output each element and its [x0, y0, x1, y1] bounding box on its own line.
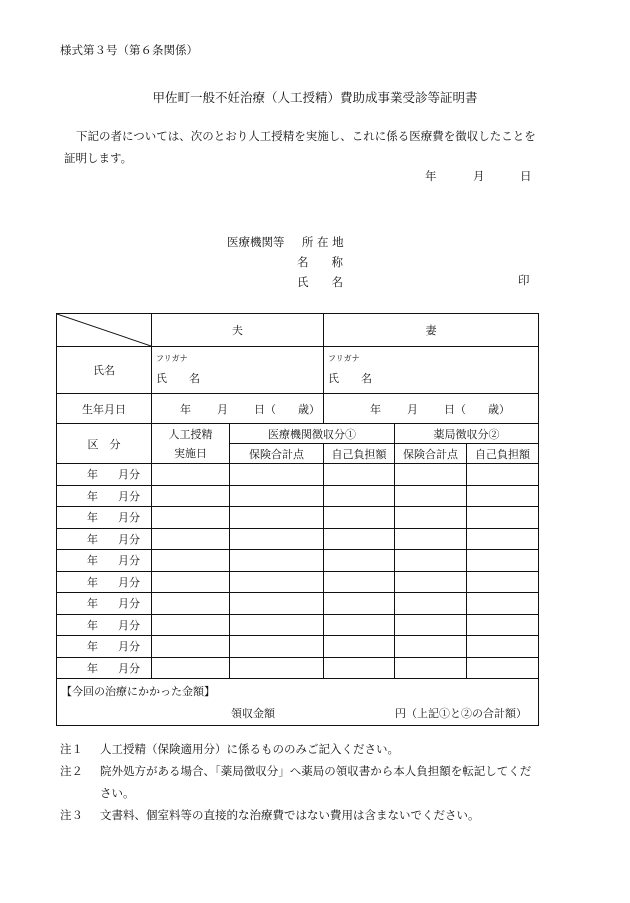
- medical-points-cell[interactable]: [230, 657, 324, 679]
- pharmacy-points-cell[interactable]: [395, 657, 467, 679]
- pharmacy-selfpay-cell[interactable]: [467, 550, 539, 572]
- ai-date-cell[interactable]: [152, 593, 230, 615]
- page-title: 甲佐町一般不妊治療（人工授精）費助成事業受診等証明書: [152, 90, 478, 105]
- institution-person-label: 氏 名: [297, 275, 343, 289]
- ai-date-cell[interactable]: [152, 636, 230, 658]
- pharmacy-selfpay-cell[interactable]: [467, 464, 539, 486]
- pharmacy-selfpay-cell[interactable]: [467, 507, 539, 529]
- husband-name-cell[interactable]: [152, 347, 324, 394]
- pharmacy-selfpay-cell[interactable]: [467, 636, 539, 658]
- pharmacy-points-cell[interactable]: [395, 507, 467, 529]
- medical-selfpay-cell[interactable]: [324, 464, 395, 486]
- wife-furigana-label: フリガナ: [328, 354, 360, 363]
- table-row: [57, 593, 539, 615]
- seal-mark: 印: [518, 273, 530, 287]
- yen-note: 円（上記①と②の合計額）: [395, 707, 527, 720]
- table-row: [57, 507, 539, 529]
- note-2: 注２ 院外処方がある場合、「薬局徴収分」へ薬局の領収書から本人負担額を転記してくだ: [60, 764, 532, 778]
- medical-selfpay-cell[interactable]: [324, 485, 395, 507]
- husband-name-label: 氏 名: [156, 372, 200, 385]
- month-label: 年 月分: [57, 485, 152, 507]
- medical-points-cell[interactable]: [230, 571, 324, 593]
- ai-date-cell[interactable]: [152, 464, 230, 486]
- medical-selfpay-header: 自己負担額: [324, 444, 395, 464]
- month-label: 年 月分: [57, 507, 152, 529]
- ai-date-cell[interactable]: [152, 528, 230, 550]
- medical-header: 医療機関徴収分①: [230, 424, 395, 444]
- date-day: 日: [520, 169, 532, 183]
- ai-date-cell[interactable]: [152, 485, 230, 507]
- month-label: 年 月分: [57, 528, 152, 550]
- wife-birth-day: 日（: [444, 402, 466, 416]
- table-row: [57, 528, 539, 550]
- pharmacy-selfpay-cell[interactable]: [467, 593, 539, 615]
- medical-points-cell[interactable]: [230, 593, 324, 615]
- name-row-label: 氏名: [57, 347, 152, 394]
- month-label: 年 月分: [57, 657, 152, 679]
- month-label: 年 月分: [57, 571, 152, 593]
- certification-table: [56, 313, 539, 726]
- month-label: 年 月分: [57, 614, 152, 636]
- table-row: [57, 571, 539, 593]
- pharmacy-points-header: 保険合計点: [395, 444, 467, 464]
- wife-header: 妻: [324, 314, 539, 347]
- birthdate-row-label: 生年月日: [57, 394, 152, 424]
- receipt-amount-label: 領収金額: [231, 707, 275, 720]
- husband-birth-month: 月: [217, 402, 228, 416]
- note-3: 注３ 文書料、個室料等の直接的な治療費ではない費用は含まないでください。: [60, 808, 480, 822]
- month-label: 年 月分: [57, 636, 152, 658]
- month-label: 年 月分: [57, 593, 152, 615]
- pharmacy-points-cell[interactable]: [395, 593, 467, 615]
- medical-selfpay-cell[interactable]: [324, 528, 395, 550]
- certification-text-content: 下記の者については、次のとおり人工授精を実施し、これに係る医療費を徴収したことを証明します。: [64, 129, 536, 165]
- medical-selfpay-cell[interactable]: [324, 614, 395, 636]
- ai-date-cell[interactable]: [152, 507, 230, 529]
- pharmacy-header: 薬局徴収分②: [395, 424, 539, 444]
- husband-birthdate-cell[interactable]: [152, 394, 324, 424]
- note-2-continued: さい。: [100, 786, 135, 800]
- wife-birthdate-cell[interactable]: [324, 394, 539, 424]
- medical-selfpay-cell[interactable]: [324, 571, 395, 593]
- ai-date-cell[interactable]: [152, 571, 230, 593]
- institution-label: 医療機関等: [227, 235, 285, 249]
- medical-points-cell[interactable]: [230, 507, 324, 529]
- notes-block: [60, 738, 531, 826]
- medical-selfpay-cell[interactable]: [324, 550, 395, 572]
- wife-name-cell[interactable]: [324, 347, 539, 394]
- ai-date-cell[interactable]: [152, 614, 230, 636]
- ai-header-line2: 実施日: [152, 444, 230, 464]
- pharmacy-selfpay-cell[interactable]: [467, 571, 539, 593]
- certification-text: [64, 125, 544, 169]
- pharmacy-points-cell[interactable]: [395, 485, 467, 507]
- medical-selfpay-cell[interactable]: [324, 593, 395, 615]
- date-year: 年: [425, 169, 437, 183]
- month-label: 年 月分: [57, 464, 152, 486]
- table-row: [57, 550, 539, 572]
- ai-header-line1: 人工授精: [152, 424, 230, 444]
- institution-name-label: 名 称: [297, 255, 343, 269]
- table-row: [57, 636, 539, 658]
- institution-block: [227, 232, 344, 292]
- category-header: 区 分: [57, 424, 152, 464]
- table-row: [57, 464, 539, 486]
- diagonal-header-cell: [57, 314, 152, 347]
- husband-header: 夫: [152, 314, 324, 347]
- pharmacy-selfpay-cell[interactable]: [467, 657, 539, 679]
- ai-date-cell[interactable]: [152, 657, 230, 679]
- medical-selfpay-cell[interactable]: [324, 657, 395, 679]
- institution-address-label: 所 在 地: [301, 235, 344, 249]
- husband-birth-day: 日（: [254, 402, 276, 416]
- pharmacy-points-cell[interactable]: [395, 528, 467, 550]
- pharmacy-selfpay-cell[interactable]: [467, 485, 539, 507]
- date-month: 月: [473, 169, 485, 183]
- wife-name-label: 氏 名: [328, 372, 372, 385]
- medical-selfpay-cell[interactable]: [324, 636, 395, 658]
- note-1: 注１ 人工授精（保険適用分）に係るもののみご記入ください。: [60, 742, 399, 756]
- pharmacy-points-cell[interactable]: [395, 571, 467, 593]
- pharmacy-selfpay-cell[interactable]: [467, 614, 539, 636]
- husband-birth-year: 年: [180, 402, 191, 416]
- table-row: [57, 657, 539, 679]
- husband-birth-age: 歳）: [298, 402, 320, 416]
- table-row: [57, 614, 539, 636]
- pharmacy-selfpay-cell[interactable]: [467, 528, 539, 550]
- medical-points-cell[interactable]: [230, 550, 324, 572]
- total-amount-cell[interactable]: [57, 679, 539, 726]
- wife-birth-year: 年: [370, 402, 381, 416]
- medical-points-cell[interactable]: [230, 528, 324, 550]
- form-number: 様式第３号（第６条関係）: [60, 43, 198, 57]
- table-row: [57, 485, 539, 507]
- month-label: 年 月分: [57, 550, 152, 572]
- medical-points-cell[interactable]: [230, 485, 324, 507]
- medical-points-cell[interactable]: [230, 614, 324, 636]
- medical-points-cell[interactable]: [230, 636, 324, 658]
- medical-points-cell[interactable]: [230, 464, 324, 486]
- pharmacy-points-cell[interactable]: [395, 636, 467, 658]
- medical-points-header: 保険合計点: [230, 444, 324, 464]
- pharmacy-points-cell[interactable]: [395, 464, 467, 486]
- medical-selfpay-cell[interactable]: [324, 507, 395, 529]
- pharmacy-points-cell[interactable]: [395, 550, 467, 572]
- husband-furigana-label: フリガナ: [156, 354, 188, 363]
- pharmacy-selfpay-header: 自己負担額: [467, 444, 539, 464]
- pharmacy-points-cell[interactable]: [395, 614, 467, 636]
- wife-birth-age: 歳）: [488, 402, 510, 416]
- wife-birth-month: 月: [407, 402, 418, 416]
- total-title: 【今回の治療にかかった金額】: [61, 685, 215, 698]
- ai-date-cell[interactable]: [152, 550, 230, 572]
